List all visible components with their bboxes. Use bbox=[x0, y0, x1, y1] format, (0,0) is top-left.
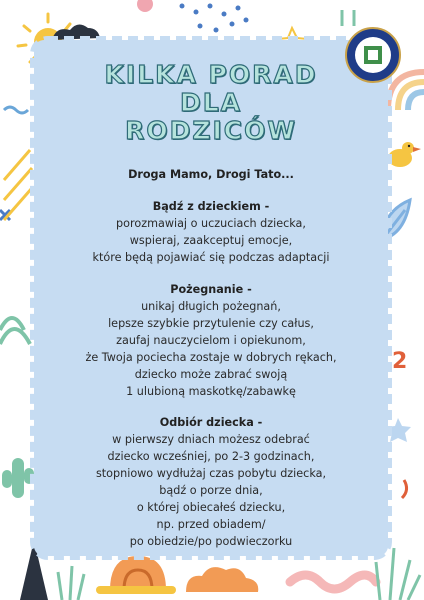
snail-icon bbox=[96, 556, 176, 594]
page-title-line-2: DLA bbox=[179, 88, 243, 117]
section-line: np. przed obiadem/ bbox=[156, 518, 266, 531]
section-line: lepsze szybkie przytulenie czy całus, bbox=[108, 317, 314, 330]
section-line: wspieraj, zaakceptuj emocje, bbox=[129, 234, 293, 247]
dots-decoration bbox=[180, 4, 249, 33]
section-line: 1 ulubioną maskotkę/zabawkę bbox=[126, 385, 296, 398]
cloud-icon bbox=[52, 24, 100, 40]
section-line: w pierwszy dniach możesz odebrać bbox=[112, 433, 310, 446]
section-line: że Twoja pociecha zostaje w dobrych rękach, bbox=[85, 351, 337, 364]
section-line: stopniowo wydłużaj czas pobytu dziecka, bbox=[95, 467, 327, 480]
section-line: bądź o porze dnia, bbox=[159, 484, 263, 497]
section-line: o której obiecałeś dziecku, bbox=[136, 501, 286, 514]
section-line: po obiedzie/po podwieczorku bbox=[129, 535, 293, 548]
section-heading: Odbiór dziecka - bbox=[159, 416, 263, 429]
svg-text:2: 2 bbox=[392, 349, 408, 374]
section-line: dziecko wcześniej, po 2-3 godzinach, bbox=[107, 450, 315, 463]
section-line: unikaj długich pożegnań, bbox=[141, 300, 281, 313]
greeting: Droga Mamo, Drogi Tato... bbox=[128, 168, 294, 181]
cactus-icon bbox=[2, 458, 34, 498]
section-heading: Bądź z dzieckiem - bbox=[152, 200, 270, 213]
section-line: porozmawiaj o uczuciach dziecka, bbox=[116, 217, 306, 230]
section-line: które będą pojawiać się podczas adaptacji bbox=[92, 251, 330, 264]
page-title-line-1: KILKA PORAD bbox=[104, 60, 318, 89]
worm-icon bbox=[290, 575, 376, 589]
cloud-icon bbox=[186, 567, 258, 592]
section-heading: Pożegnanie - bbox=[170, 283, 252, 296]
page-title-line-3: RODZICÓW bbox=[125, 116, 297, 145]
stripes-decoration bbox=[4, 150, 32, 220]
section-line: zaufaj nauczycielom i opiekunom, bbox=[116, 334, 306, 347]
section-line: dziecko może zabrać swoją bbox=[134, 368, 288, 381]
bird-icon bbox=[388, 142, 421, 167]
